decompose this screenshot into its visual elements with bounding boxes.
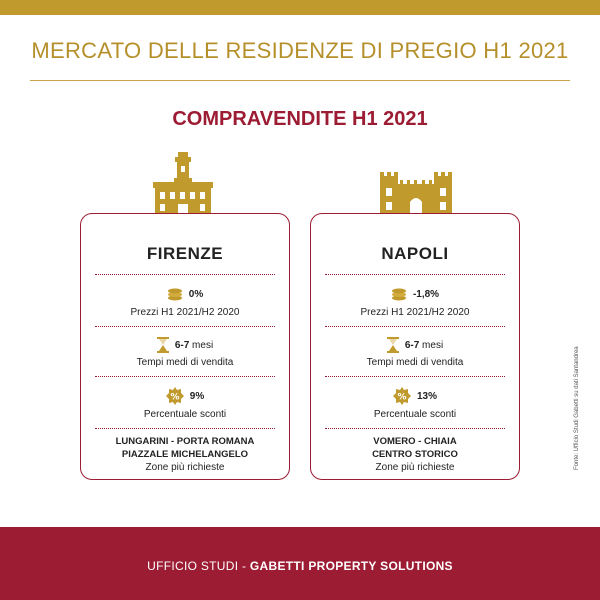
hourglass-icon [157,337,169,353]
price-label: Prezzi H1 2021/H2 2020 [360,307,470,318]
city-name: FIRENZE [146,244,224,263]
title-divider [30,80,570,81]
time-stat: 6-7 mesi [311,337,519,353]
city-name: NAPOLI [381,244,449,263]
dotted-divider [95,376,275,377]
footer-text: UFFICIO STUDI - GABETTI PROPERTY SOLUTIONS [147,559,453,573]
zones-list: LUNGARINI - PORTA ROMANA PIAZZALE MICHELANGELO [115,436,255,460]
discount-stat: % 13% [311,387,519,405]
section-subtitle: COMPRAVENDITE H1 2021 [172,108,428,130]
time-label: Tempi medi di vendita [366,357,464,368]
page-title: MERCATO DELLE RESIDENZE DI PREGIO H1 2021 [31,38,569,63]
city-card-firenze [80,213,290,480]
svg-text:%: % [397,392,407,403]
discount-badge-icon [393,387,411,405]
castel-nuovo-icon [378,168,454,218]
dotted-divider [325,428,505,429]
zones-list: VOMERO - CHIAIA CENTRO STORICO [372,436,458,460]
zones-label: Zone più richieste [375,462,455,473]
price-label: Prezzi H1 2021/H2 2020 [130,307,240,318]
dotted-divider [95,274,275,275]
dotted-divider [325,274,505,275]
coins-icon [167,287,183,301]
price-stat: 0% [81,287,289,301]
dotted-divider [325,326,505,327]
dotted-divider [95,428,275,429]
discount-label: Percentuale sconti [373,409,457,420]
hourglass-icon [387,337,399,353]
discount-stat: % 9% [81,387,289,405]
price-stat: -1,8% [311,287,519,301]
palazzo-vecchio-icon [148,152,218,216]
time-stat: 6-7 mesi [81,337,289,353]
zones-label: Zone più richieste [145,462,225,473]
discount-badge-icon [166,387,184,405]
top-accent-bar [0,0,600,15]
discount-label: Percentuale sconti [143,409,227,420]
dotted-divider [325,376,505,377]
source-note: Fonte: Ufficio Studi Gabetti su dati Santandrea [574,346,580,470]
time-label: Tempi medi di vendita [136,357,234,368]
coins-icon [391,287,407,301]
dotted-divider [95,326,275,327]
city-card-napoli [310,213,520,480]
svg-text:%: % [170,392,180,403]
footer-bar [0,527,600,600]
